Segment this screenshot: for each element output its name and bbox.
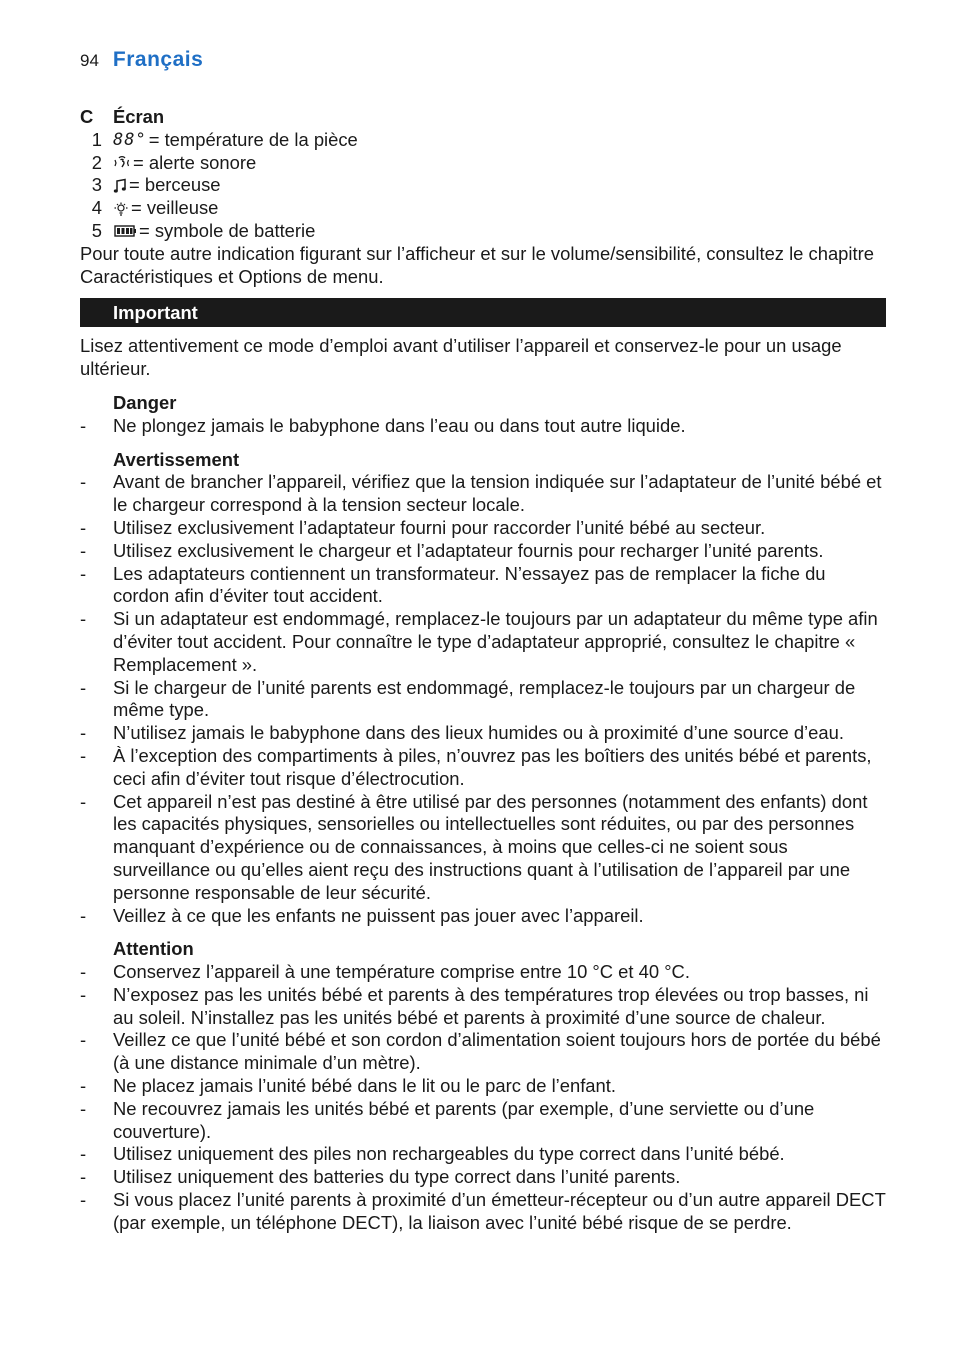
list-item-text: Utilisez exclusivement l’adaptateur fourni pour raccorder l’unité bébé au secteur.	[113, 516, 766, 538]
list-item-text: Les adaptateurs contiennent un transformateur. N’essayez pas de remplacer la fiche du cordon afin d’éviter tout accident.	[113, 562, 826, 607]
list-item-text: Ne recouvrez jamais les unités bébé et parents (par exemple, d’une serviette ou d’une couverture).	[113, 1097, 815, 1142]
dash-bullet: -	[80, 1075, 87, 1097]
list-item-text: Cet appareil n’est pas destiné à être utilisé par des personnes (notamment des enfants) dont les capacités physiques, sensorielles ou intellectuelles sont réduites, ou par des personnes manquant d’expérience ou de connaissances, à moins que celles-ci ne soient sous surveillance ou qu’elles aient reçu des instructions quant à l’utilisation de l’appareil par une personne responsable de leur sécurité.	[113, 790, 868, 903]
dash-bullet: -	[80, 790, 87, 812]
dash-bullet: -	[80, 983, 87, 1005]
dash-bullet: -	[80, 904, 87, 926]
list-item	[80, 1189, 886, 1235]
list-item	[80, 220, 886, 243]
temperature-display-icon: 88°	[113, 129, 147, 150]
item-text: = température de la pièce	[148, 128, 358, 150]
warning-heading: Avertissement	[113, 448, 240, 470]
language-heading: Français	[112, 48, 204, 71]
dash-bullet: -	[80, 471, 87, 493]
list-item-text: Veillez ce que l’unité bébé et son cordon d’alimentation soient toujours hors de portée du bébé (à une distance minimale d’un mètre).	[113, 1029, 881, 1074]
list-item-text: Utilisez uniquement des piles non rechargeables du type correct dans l’unité bébé.	[113, 1143, 785, 1165]
list-item	[80, 745, 886, 791]
list-item-text: Utilisez exclusivement le chargeur et l’adaptateur fournis pour recharger l’unité parents.	[113, 539, 824, 561]
list-item-text: Conservez l’appareil à une température comprise entre 10 °C et 40 °C.	[113, 961, 690, 983]
list-item	[80, 1166, 886, 1189]
list-item	[80, 540, 886, 563]
list-item	[80, 608, 886, 676]
list-item	[80, 1029, 886, 1075]
sound-alert-icon	[113, 155, 131, 171]
list-item	[80, 791, 886, 905]
section-title: Écran	[113, 106, 165, 127]
list-item	[80, 129, 886, 152]
dash-bullet: -	[80, 516, 87, 538]
danger-list	[80, 415, 886, 438]
list-item	[80, 905, 886, 928]
warning-list	[80, 471, 886, 927]
dash-bullet: -	[80, 1143, 87, 1165]
caution-heading: Attention	[113, 938, 194, 960]
list-item	[80, 677, 886, 723]
list-item-text: Veillez à ce que les enfants ne puissent pas jouer avec l’appareil.	[113, 904, 644, 926]
dash-bullet: -	[80, 562, 87, 584]
dash-bullet: -	[80, 608, 87, 630]
item-text: = alerte sonore	[133, 151, 257, 173]
important-section-bar: Important	[80, 298, 886, 327]
list-item	[80, 415, 886, 438]
dash-bullet: -	[80, 1097, 87, 1119]
list-item-text: Ne plongez jamais le babyphone dans l’eau ou dans tout autre liquide.	[113, 414, 686, 436]
danger-heading: Danger	[113, 391, 177, 413]
list-item-text: Si le chargeur de l’unité parents est endommagé, remplacez-le toujours par un chargeur de même type.	[113, 676, 856, 721]
night-light-icon	[113, 201, 129, 217]
list-item	[80, 1098, 886, 1144]
item-text: = berceuse	[129, 174, 221, 196]
important-intro: Lisez attentivement ce mode d’emploi avant d’utiliser l’appareil et conservez-le pour un usage ultérieur.	[80, 335, 842, 380]
list-item-text: Si un adaptateur est endommagé, remplacez-le toujours par un adaptateur du même type afin d’éviter tout accident. Pour connaître le type d’adaptateur approprié, consultez le chapitre « Remplacement ».	[113, 608, 878, 675]
list-item-text: Utilisez uniquement des batteries du type correct dans l’unité parents.	[113, 1166, 681, 1188]
list-item	[80, 563, 886, 609]
dash-bullet: -	[80, 1029, 87, 1051]
list-item	[80, 984, 886, 1030]
list-item	[80, 961, 886, 984]
item-number: 5	[91, 219, 102, 241]
section-c-heading	[80, 106, 886, 129]
music-note-icon	[113, 178, 127, 194]
dash-bullet: -	[80, 961, 87, 983]
dash-bullet: -	[80, 744, 87, 766]
caution-list	[80, 961, 886, 1235]
battery-icon	[113, 224, 137, 238]
list-item	[80, 722, 886, 745]
section-letter: C	[80, 106, 94, 127]
list-item	[80, 152, 886, 175]
list-item	[80, 517, 886, 540]
list-item	[80, 174, 886, 197]
page-content	[80, 106, 886, 1235]
page-header	[80, 48, 203, 72]
item-text: = veilleuse	[131, 197, 219, 219]
list-item-text: Avant de brancher l’appareil, vérifiez que la tension indiquée sur l’adaptateur de l’unité bébé et le chargeur correspond à la tension secteur locale.	[113, 471, 882, 516]
list-item-text: Ne placez jamais l’unité bébé dans le lit ou le parc de l’enfant.	[113, 1075, 616, 1097]
dash-bullet: -	[80, 1166, 87, 1188]
dash-bullet: -	[80, 539, 87, 561]
display-legend-list	[80, 129, 886, 243]
list-item	[80, 197, 886, 220]
list-item-text: Si vous placez l’unité parents à proximité d’un émetteur-récepteur ou d’un autre appareil DECT (par exemple, un téléphone DECT), la liaison avec l’unité bébé risque de se perdre.	[113, 1189, 886, 1233]
item-number: 2	[91, 151, 102, 173]
list-item-text: N’utilisez jamais le babyphone dans des lieux humides ou à proximité d’une source d’eau.	[113, 722, 844, 744]
item-text: = symbole de batterie	[139, 219, 316, 241]
item-number: 3	[91, 174, 102, 196]
item-number: 4	[91, 197, 102, 219]
dash-bullet: -	[80, 722, 87, 744]
page-number: 94	[80, 51, 99, 70]
list-item-text: N’exposez pas les unités bébé et parents à des températures trop élevées ou trop basses, ni au soleil. N’installez pas les unités bébé et parents à proximité d’une source de chaleur.	[113, 983, 869, 1028]
dash-bullet: -	[80, 414, 87, 436]
list-item	[80, 1075, 886, 1098]
display-note: Pour toute autre indication figurant sur l’afficheur et sur le volume/sensibilité, consultez le chapitre Caractéristiques et Options de menu.	[80, 242, 874, 287]
dash-bullet: -	[80, 1189, 87, 1211]
list-item	[80, 471, 886, 517]
list-item-text: À l’exception des compartiments à piles, n’ouvrez pas les boîtiers des unités bébé et parents, ceci afin d’éviter tout risque d’électrocution.	[113, 744, 872, 789]
item-number: 1	[91, 128, 102, 150]
dash-bullet: -	[80, 676, 87, 698]
list-item	[80, 1143, 886, 1166]
